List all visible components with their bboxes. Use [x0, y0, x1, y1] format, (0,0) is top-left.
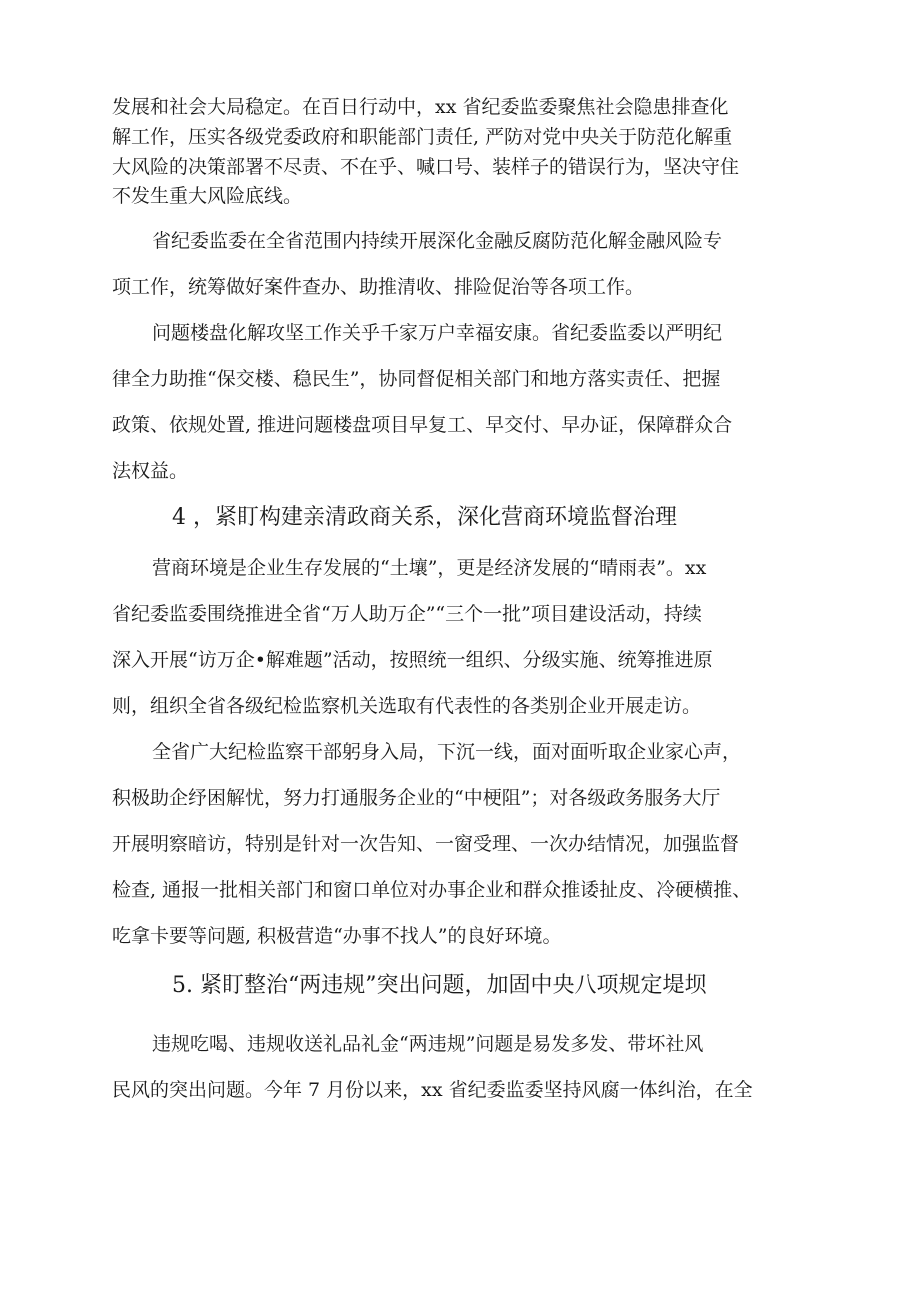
- paragraph-5-line-5: 吃拿卡要等问题, 积极营造“办事不找人”的良好环境。: [112, 925, 562, 947]
- paragraph-1-line-4: 不发生重大风险底线。: [112, 185, 303, 207]
- paragraph-2-line-1: 省纪委监委在全省范围内持续开展深化金融反腐防范化解金融风险专: [152, 230, 723, 252]
- paragraph-5-line-1: 全省广大纪检监察干部躬身入局，下沉一线，面对面听取企业家心声，: [152, 741, 742, 763]
- paragraph-4-line-4: 则，组织全省各级纪检监察机关选取有代表性的各类别企业开展走访。: [112, 695, 702, 717]
- paragraph-3-line-1: 问题楼盘化解攻坚工作关乎千家万户幸福安康。省纪委监委以严明纪: [152, 322, 723, 344]
- paragraph-2-line-2: 项工作，统筹做好案件查办、助推清收、排险促治等各项工作。: [112, 276, 645, 298]
- paragraph-3-line-2: 律全力助推“保交楼、稳民生”，协同督促相关部门和地方落实责任、把握: [112, 368, 721, 390]
- paragraph-4-line-3: 深入开展“访万企•解难题”活动，按照统一组织、分级实施、统筹推进原: [112, 649, 713, 671]
- paragraph-4-line-1: 营商环境是企业生存发展的“土壤”，更是经济发展的“晴雨表”。xx: [152, 557, 707, 579]
- paragraph-3-line-3: 政策、依规处置, 推进问题楼盘项目早复工、早交付、早办证，保障群众合: [112, 414, 733, 436]
- paragraph-1-line-1: 发展和社会大局稳定。在百日行动中，xx 省纪委监委聚焦社会隐患排查化: [112, 96, 729, 118]
- paragraph-1-line-2: 解工作，压实各级党委政府和职能部门责任, 严防对党中央关于防范化解重: [112, 126, 733, 148]
- paragraph-6-line-1: 违规吃喝、违规收送礼品礼金“两违规”问题是易发多发、带坏社风: [152, 1033, 704, 1055]
- paragraph-3-line-4: 法权益。: [112, 460, 189, 482]
- paragraph-1-line-3: 大风险的决策部署不尽责、不在乎、喊口号、装样子的错误行为，坚决守住: [112, 156, 740, 178]
- paragraph-4-line-2: 省纪委监委围绕推进全省“万人助万企”“三个一批”项目建设活动，持续: [112, 603, 702, 625]
- paragraph-5-line-2: 积极助企纾困解忧，努力打通服务企业的“中梗阻”；对各级政务服务大厅: [112, 787, 721, 809]
- paragraph-6-line-2: 民风的突出问题。今年 7 月份以来，xx 省纪委监委坚持风腐一体纠治，在全: [112, 1079, 753, 1101]
- section-heading-4: 4 ，紧盯构建亲清政商关系，深化营商环境监督治理: [172, 505, 677, 530]
- section-heading-5: 5. 紧盯整治“两违规”突出问题，加固中央八项规定堤坝: [172, 973, 707, 998]
- paragraph-5-line-3: 开展明察暗访，特别是针对一次告知、一窗受理、一次办结情况，加强监督: [112, 833, 740, 855]
- paragraph-5-line-4: 检查, 通报一批相关部门和窗口单位对办事企业和群众推诿扯皮、冷硬横推、: [112, 879, 752, 901]
